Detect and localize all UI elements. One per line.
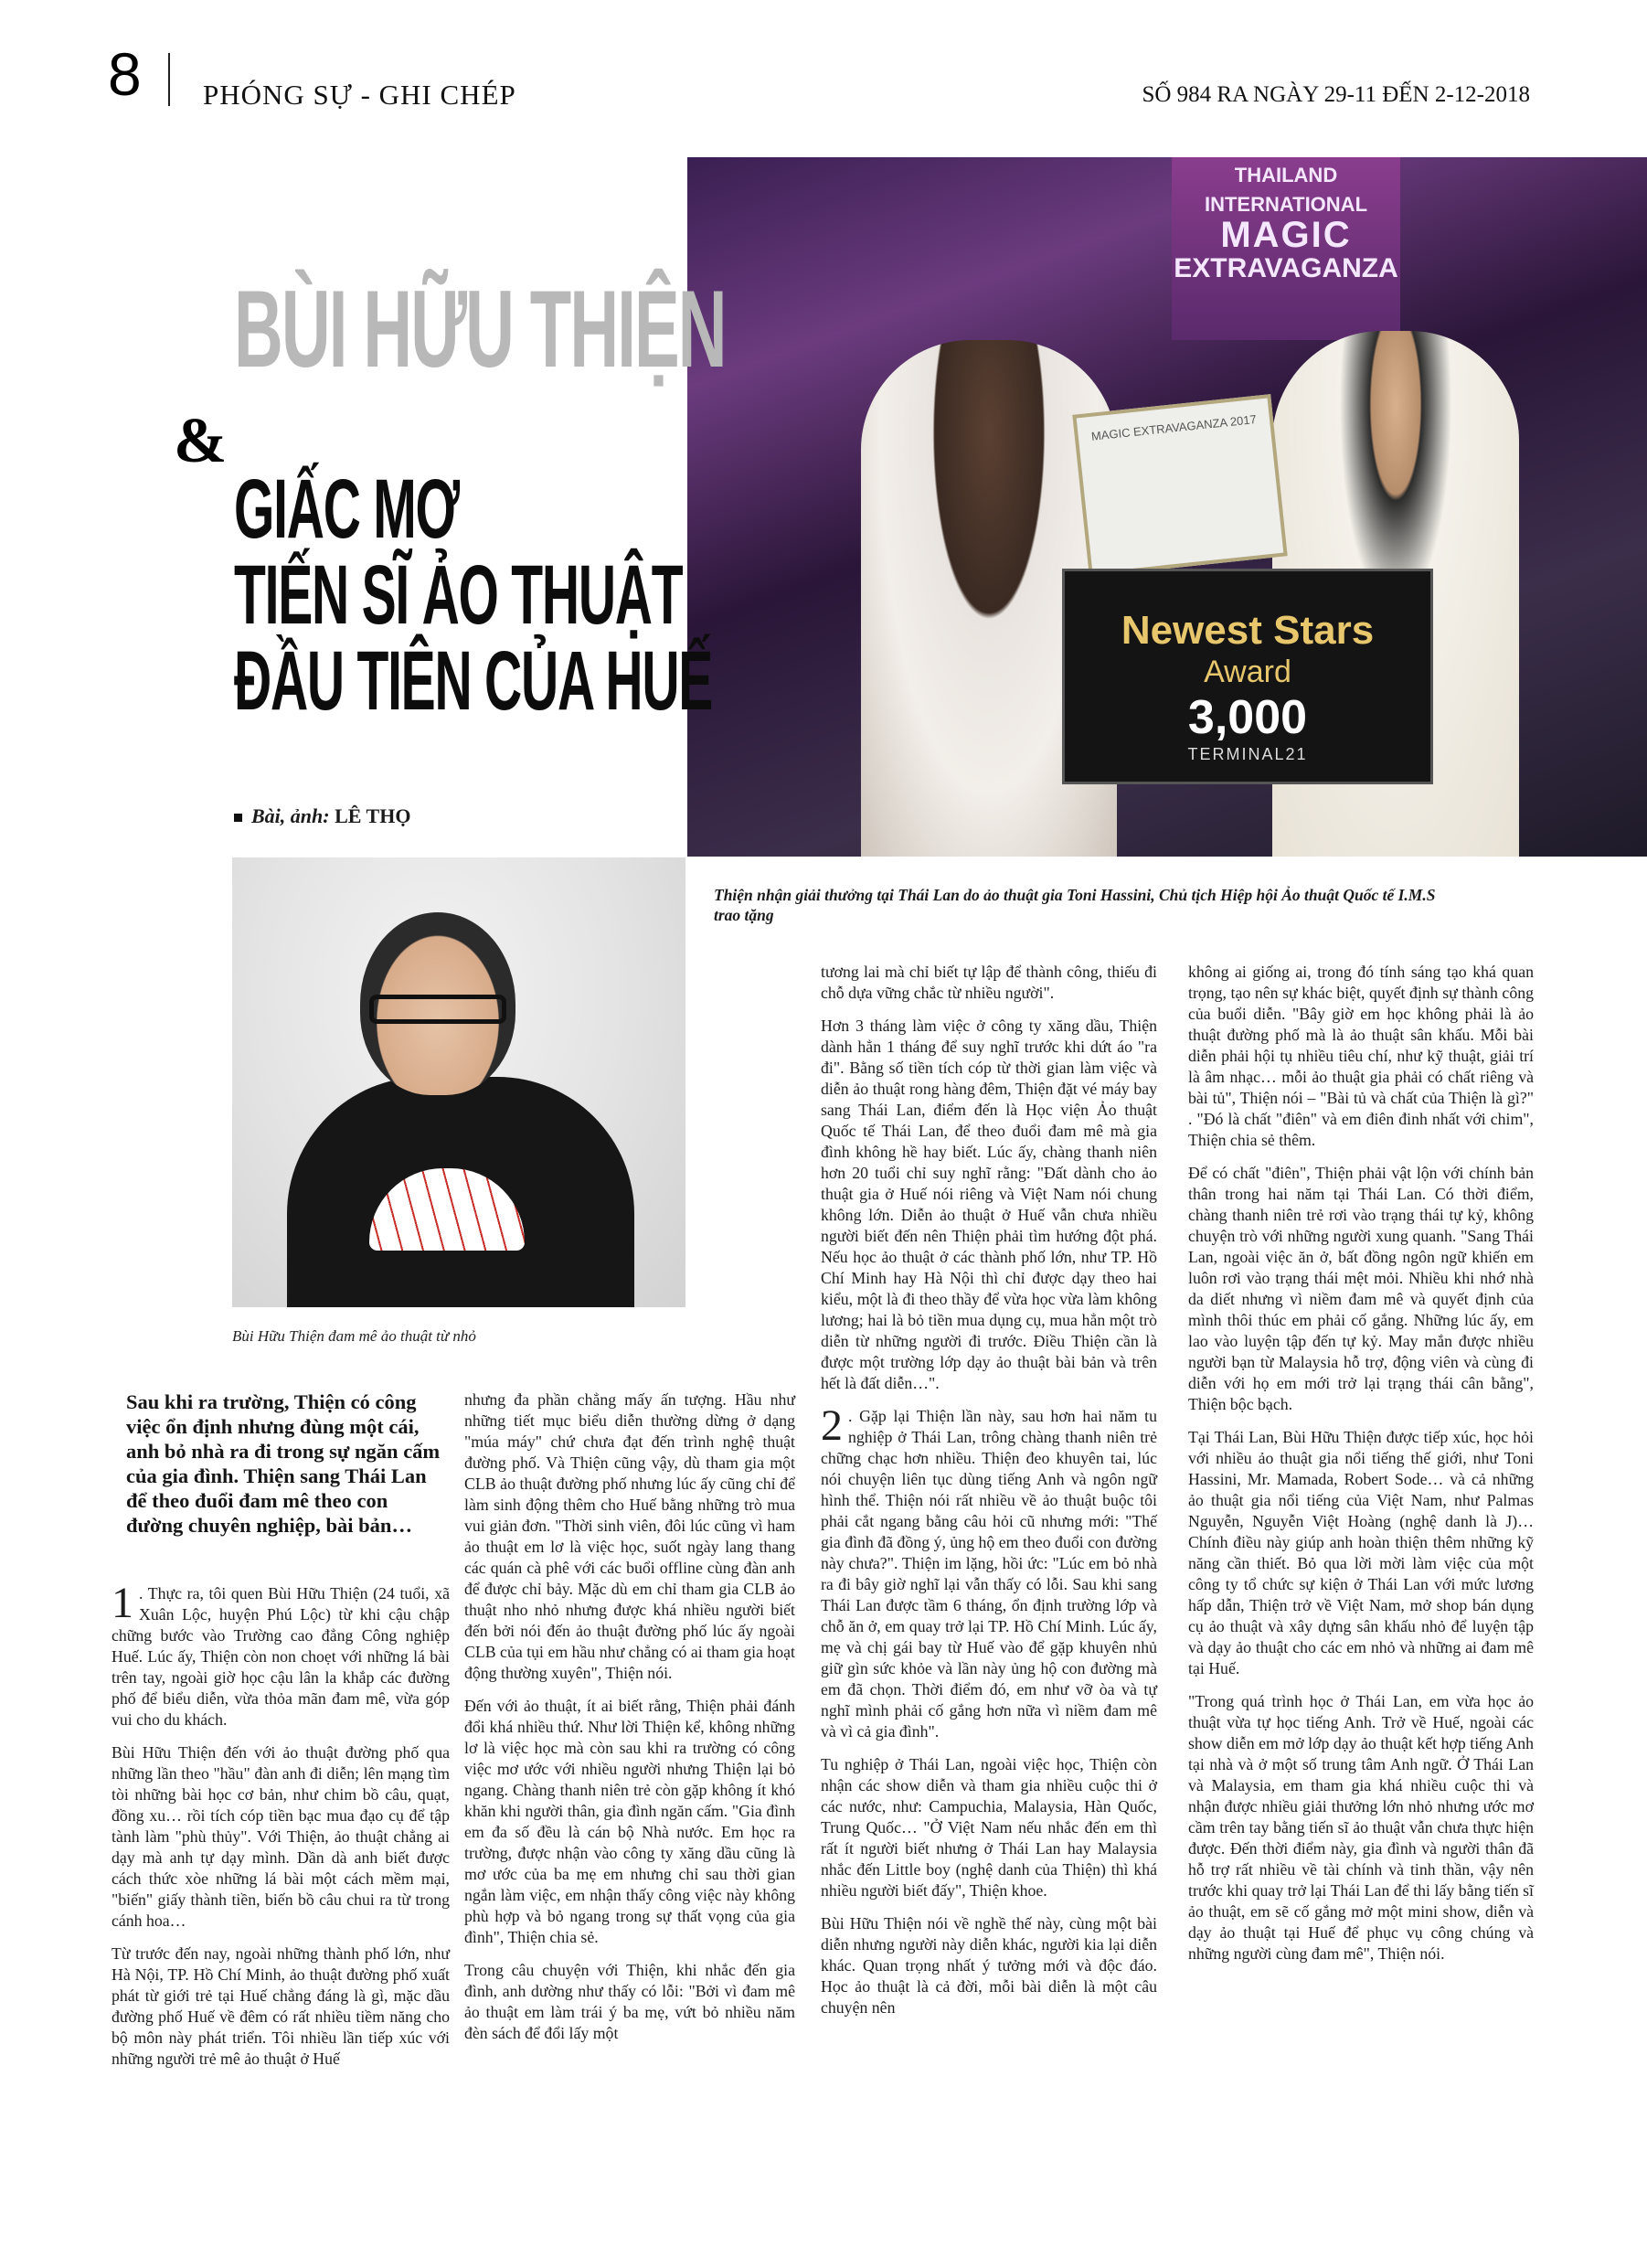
drop-cap: 2 [821, 1401, 843, 1450]
byline-author: LÊ THỌ [335, 804, 411, 827]
paragraph: Tại Thái Lan, Bùi Hữu Thiện được tiếp xúc, học hỏi với nhiều ảo thuật gia nổi tiếng thế giới, như Toni Hassini, Mr. Mamada, Robert Sode… và cả những ảo thuật gia nổi tiếng của Việt Nam, như Palmas Nguyễn, Nguyễn Việt Hoàng (nghệ danh là J)… Chính điều này giúp anh hoàn thiện thêm những kỹ năng cần thiết. Bỏ qua lời mời làm việc của một công ty tổ chức sự kiện ở Thái Lan với mức lương hấp dẫn, Thiện trở về Việt Nam, mở shop bán dụng cụ ảo thuật và xây dựng sân khấu nhỏ để luyện tập và dạy ảo thuật cho các em nhỏ và những ai đam mê tại Huế. [1188, 1428, 1534, 1677]
paragraph [112, 1579, 450, 1730]
page-number: 8 [108, 40, 142, 108]
award-board [1062, 569, 1433, 784]
glasses-icon [369, 995, 506, 1024]
drop-cap: 1 [112, 1579, 133, 1627]
certificate [1072, 394, 1287, 577]
paragraph: Tu nghiệp ở Thái Lan, ngoài việc học, Thiện còn nhận các show diễn và tham gia nhiều cuộc thi ở các nước, như: Campuchia, Malaysia, Hàn Quốc, Trung Quốc… "Ở Việt Nam nếu nhắc đến em thì rất ít người biết nhưng ở Thái Lan hay Malaysia nhắc đến Little boy (nghệ danh của Thiện) thì khá nhiều người biết đấy", Thiện khoe. [821, 1755, 1157, 1900]
paragraph: Đến với ảo thuật, ít ai biết rằng, Thiện phải đánh đổi khá nhiều thứ. Như lời Thiện kể, không những lơ là việc học mà còn sau khi ra trường có công việc mơ ước với nhiều người nhưng Thiện lại bỏ ngang. Chàng thanh niên trẻ còn gặp không ít khó khăn khi người thân, gia đình ngăn cấm. "Gia đình em đa số đều là cán bộ Nhà nước. Em học ra trường, được nhận vào công ty xăng dầu cũng là mơ ước của ba mẹ em nhưng chỉ sau thời gian ngắn làm việc, em nhận thấy công việc này không phù hợp và bỏ ngang trong sự thất vọng của gia đình", Thiện chia sẻ. [464, 1697, 795, 1946]
headline-ampersand: & [174, 406, 228, 476]
main-photo [687, 157, 1647, 857]
paragraph-text: . Thực ra, tôi quen Bùi Hữu Thiện (24 tuổi, xã Xuân Lộc, huyện Phú Lộc) từ khi cậu chập chững bước vào Trường cao đẳng Công nghiệp Huế. Lúc ấy, Thiện còn non choẹt với những lá bài trên tay, ngoài giờ học cậu lân la khắp các đường phố để biểu diễn, vừa thỏa mãn đam mê, vừa góp vui cho du khách. [112, 1584, 450, 1729]
paragraph: Bùi Hữu Thiện đến với ảo thuật đường phố qua những lần theo "hầu" đàn anh đi diễn; lên mạng tìm tòi những bài học cơ bản, như chim bồ câu, quạt, đồng xu… rồi tích cóp tiền bạc mua đạo cụ để tập tành làm "phù thủy". Với Thiện, ảo thuật chẳng ai dạy mà anh tự dạy mình. Dần dà anh biết được cách thức xòe những lá bài một cách mềm mại, "biến" giấy thành tiền, biến bồ câu chui ra từ trong cánh hoa… [112, 1743, 450, 1930]
award-board-line: TERMINAL21 [1187, 745, 1308, 763]
section-title: PHÓNG SỰ - GHI CHÉP [203, 79, 516, 111]
headline-line: GIẤC MƠ [234, 463, 459, 556]
portrait-photo [232, 857, 685, 1307]
award-board-line: 3,000 [1187, 691, 1308, 744]
paragraph: Bùi Hữu Thiện nói về nghề thế này, cùng một bài diễn nhưng người này diễn khác, người kia lại diễn khác. Quan trọng nhất ý tưởng mới và độc đáo. Học ảo thuật là cả đời, mỗi bài diễn là một câu chuyện nên [821, 1914, 1157, 2017]
portrait-caption: Bùi Hữu Thiện đam mê ảo thuật từ nhỏ [232, 1327, 476, 1345]
byline [234, 804, 410, 828]
headline-line: TIẾN SĨ ẢO THUẬT [234, 548, 683, 642]
headline-subtitle [234, 463, 713, 728]
paragraph: Hơn 3 tháng làm việc ở công ty xăng dầu, Thiện dành hẳn 1 tháng để suy nghĩ trước khi dứt áo "ra đi". Bằng số tiền tích cóp từ thời gian làm việc và diễn ảo thuật rong hàng đêm, Thiện đặt vé máy bay sang Thái Lan, điểm đến là Học viện Ảo thuật Quốc tế Thái Lan, để theo đuổi đam mê mà gia đình không hề hay biết. Lúc ấy, chàng thanh niên hơn 20 tuổi chỉ suy nghĩ rằng: "Đất dành cho ảo thuật gia ở Huế nói riêng và Việt Nam nói chung không lớn. Diễn ảo thuật ở Huế vẫn chưa nhiều người biết đến nên Thiện phải tìm hướng đột phá. Nếu học ảo thuật ở các thành phố lớn, như TP. Hồ Chí Minh hay Hà Nội thì chỉ được dạy theo hai kiểu, một là đi theo thầy để vừa học vừa làm không lương; hai là bỏ tiền mua dụng cụ, mua hẳn một trò diễn từ những người đi trước. Điều Thiện cần là được một trường lớp dạy ảo thuật bài bản và trên hết là đất diễn…". [821, 1017, 1157, 1392]
header-divider [168, 53, 170, 106]
event-banner [1172, 157, 1400, 340]
paragraph-text: . Gặp lại Thiện lần này, sau hơn hai năm tu nghiệp ở Thái Lan, trông chàng thanh niên trẻ chững chạc hơn nhiều. Thiện đeo khuyên tai, lúc nói chuyện liên tục dùng tiếng Anh và ngôn ngữ hình thể. Thiện nói rất nhiều về ảo thuật buộc tôi phải cắt ngang bằng câu hỏi cũ nhưng mới: "Thế gia đình đã đồng ý, ủng hộ em theo đuổi con đường này chưa?". Thiện im lặng, hồi ức: "Lúc em bỏ nhà ra đi bây giờ nghĩ lại vẫn thấy có lỗi. Sau khi sang Thái Lan được tầm 6 tháng, ổn định trường lớp và chỗ ăn ở, em quay trở lại TP. Hồ Chí Minh. Lúc ấy, mẹ và chị gái bay từ Huế vào để gặp khuyên nhủ giữ gìn sức khỏe và lần này ủng hộ con đường mà em đã chọn. Thời điểm đó, em như vỡ òa và tự nghĩ mình phải cố gắng hơn nữa vì niềm đam mê và vì cả gia đình". [821, 1407, 1157, 1741]
banner-line: THAILAND [1234, 164, 1338, 186]
certificate-text: MAGIC EXTRAVAGANZA 2017 [1090, 411, 1258, 443]
bullet-square-icon [234, 814, 242, 822]
paragraph: Để có chất "điên", Thiện phải vật lộn với chính bản thân trong hai năm tại Thái Lan. Có thời điểm, chàng thanh niên trẻ rơi vào trạng thái tự kỷ, không chuyện trò với những người xung quanh. "Sang Thái Lan, ngoài việc ăn ở, bất đồng ngôn ngữ khiến em luôn rơi vào trạng thái mệt mỏi. Nhiều khi nhớ nhà da diết nhưng vì niềm đam mê và quyết định của mình thôi thúc em phải cố gắng. Những lúc ấy, em lao vào luyện tập đến tự kỷ. May mắn được nhiều người bạn từ Malaysia hỗ trợ, động viên và cùng đi diễn với họ em mới trở lại trạng thái cân bằng", Thiện bộc bạch. [1188, 1164, 1534, 1413]
issue-info: SỐ 984 RA NGÀY 29-11 ĐẾN 2-12-2018 [1142, 82, 1530, 107]
byline-label: Bài, ảnh: [251, 804, 330, 827]
article-column-3 [821, 962, 1157, 2030]
banner-line: INTERNATIONAL [1204, 193, 1368, 216]
banner-line: EXTRAVAGANZA [1174, 253, 1398, 283]
award-board-line: Award [1204, 655, 1291, 689]
main-photo-caption: Thiện nhận giải thưởng tại Thái Lan do ảo thuật gia Toni Hassini, Chủ tịch Hiệp hội Ảo thuật Quốc tế I.M.S trao tặng [714, 886, 1436, 924]
paragraph: "Trong quá trình học ở Thái Lan, em vừa học ảo thuật vừa tự học tiếng Anh. Trở về Huế, ngoài các show diễn em mở lớp dạy ảo thuật kết hợp tiếng Anh tại nhà và ở một số trung tâm Anh ngữ. Ở Thái Lan và Malaysia, em tham gia khá nhiều cuộc thi và nhận được nhiều giải thưởng lớn nhỏ nhưng ước mơ cầm trên tay bằng tiến sĩ ảo thuật vẫn chưa thực hiện được. Đến thời điểm này, gia đình và người thân đã hỗ trợ rất nhiều về tài chính và tinh thần, vậy nên trước khi quay trở lại Thái Lan để thi lấy bằng tiến sĩ ảo thuật, em sẽ cố gắng mở một mini show, diễn và dạy ảo thuật tại Huế để phục vụ công chúng và những người cùng đam mê", Thiện nói. [1188, 1692, 1534, 1963]
lede: Sau khi ra trường, Thiện có công việc ổn định nhưng đùng một cái, anh bỏ nhà ra đi trong sự ngăn cấm của gia đình. Thiện sang Thái Lan để theo đuổi đam mê theo con đường chuyên nghiệp, bài bản… [126, 1390, 441, 1537]
paragraph: tương lai mà chỉ biết tự lập để thành công, thiếu đi chỗ dựa vững chắc từ nhiều người". [821, 963, 1157, 1002]
paragraph [821, 1401, 1157, 1742]
headline-name: BÙI HỮU THIỆN [234, 268, 726, 390]
paragraph: không ai giống ai, trong đó tính sáng tạo khá quan trọng, tạo nên sự khác biệt, quyết định sự thành công của buổi diễn. "Bây giờ em học không phải là ảo thuật đường phố mà là ảo thuật sân khấu. Mỗi bài diễn phải hội tụ nhiều tiêu chí, như kỹ thuật, giải trí là âm nhạc… mỗi ảo thuật gia phải có chất riêng và bài tủ", Thiện nói – "Bài tủ và chất của Thiện là gì?" . "Đó là chất "điên" và em điên đinh nhất với chim", Thiện chia sẻ thêm. [1188, 963, 1534, 1149]
article-column-1 [112, 1579, 450, 2082]
banner-line: MAGIC [1220, 215, 1352, 255]
article-column-4 [1188, 962, 1534, 1976]
paragraph: Trong câu chuyện với Thiện, khi nhắc đến gia đình, anh dường như thấy có lỗi: "Bởi vì đam mê ảo thuật em làm trái ý ba mẹ, vứt bỏ nhiều năm đèn sách để đổi lấy một [464, 1961, 795, 2042]
headline-line: ĐẦU TIÊN CỦA HUẾ [234, 634, 713, 728]
paragraph: Từ trước đến nay, ngoài những thành phố lớn, như Hà Nội, TP. Hồ Chí Minh, ảo thuật đường phố xuất phát từ giới trẻ tại Huế chẳng đáng là gì, mặc dầu đường phố Huế về đêm có rất nhiều tiềm năng cho bộ môn này phát triển. Tôi nhiều lần tiếp xúc với những người trẻ mê ảo thuật ở Huế [112, 1944, 450, 2068]
award-board-line: Newest Stars [1121, 608, 1375, 653]
paragraph: nhưng đa phần chẳng mấy ấn tượng. Hầu như những tiết mục biểu diễn thường dừng ở dạng "múa máy" chứ chưa đạt đến trình nghệ thuật đường phố. Và Thiện cũng vậy, dù tham gia một CLB ảo thuật đường phố nhưng lúc ấy cũng chỉ để làm sinh động thêm cho Huế bằng những trò mua vui giản đơn. "Thời sinh viên, đôi lúc cũng vì ham ảo thuật em lơ là việc học, suốt ngày lang thang các quán cà phê với các buổi offline cùng đàn anh để được chỉ bảy. Mặc dù em chỉ tham gia CLB ảo thuật nho nhỏ nhưng được khá nhiều người biết đến bởi nói đến ảo thuật đường phố lúc ấy ngoài CLB của tụi em hầu như chẳng có ai tham gia hoạt động thường xuyên", Thiện nói. [464, 1390, 795, 1682]
article-column-2 [464, 1390, 795, 2056]
